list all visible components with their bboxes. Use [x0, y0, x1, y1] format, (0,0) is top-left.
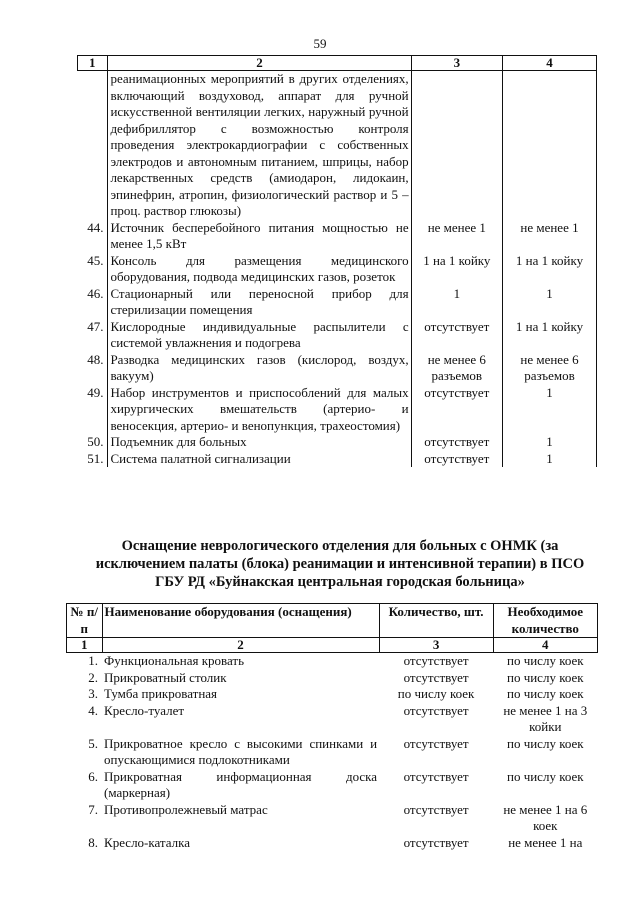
item-required: не менее 1 — [502, 220, 596, 253]
item-required: не менее 1 на 3 койки — [503, 702, 588, 734]
item-quantity: отсутствует — [411, 451, 502, 468]
table-row — [67, 835, 598, 852]
table-row — [78, 352, 597, 385]
table-row — [67, 670, 598, 687]
item-name: Стационарный или переносной прибор для стерилизации помещения — [108, 286, 411, 319]
row-number: 45. — [87, 252, 104, 268]
item-name: Кресло-каталка — [104, 834, 191, 850]
item-quantity: отсутствует — [403, 834, 469, 850]
table-row — [78, 253, 597, 286]
item-name: Противопролежневый матрас — [104, 801, 268, 817]
item-quantity: отсутствует — [403, 653, 469, 668]
item-name: Прикроватный столик — [104, 669, 227, 685]
item-required: 1 — [502, 385, 596, 435]
row-number: 3. — [88, 686, 99, 701]
row-number: 49. — [87, 384, 104, 400]
item-name: Подъемник для больных — [108, 434, 411, 451]
item-required: 1 на 1 койку — [502, 319, 596, 352]
item-quantity: отсутствует — [411, 319, 502, 352]
header-col-1: 1 — [78, 56, 108, 71]
item-quantity: отсутствует — [403, 768, 469, 784]
row-number: 48. — [87, 351, 104, 367]
page-number: 59 — [313, 36, 327, 51]
item-required: 1 на 1 койку — [502, 253, 596, 286]
row-number: 46. — [87, 285, 104, 301]
row-number: 7. — [88, 801, 99, 817]
item-name: Кресло-туалет — [104, 702, 185, 718]
item-name: Источник бесперебойного питания мощностью не менее 1,5 кВт — [108, 220, 411, 253]
item-required: по числу коек — [506, 735, 584, 751]
item-quantity: не менее 6 разъемов — [411, 352, 502, 385]
item-quantity: отсутствует — [403, 669, 469, 685]
item-required: по числу коек — [506, 669, 584, 685]
table-row — [67, 736, 598, 769]
table-row — [67, 703, 598, 736]
item-quantity: отсутствует — [403, 801, 469, 817]
item-quantity: не менее 1 — [411, 220, 502, 253]
item-name: Тумба прикроватная — [104, 686, 218, 701]
item-name: Разводка медицинских газов (кислород, воздух, вакуум) — [108, 352, 411, 385]
item-name: Прикроватная информационная доска (маркерная) — [104, 768, 378, 800]
item-name: Консоль для размещения медицинского оборудования, подвода медицинских газов, розеток — [108, 253, 411, 286]
table-row — [67, 653, 598, 670]
row-number: 8. — [88, 834, 99, 850]
item-quantity: отсутствует — [403, 702, 469, 718]
header-col-4: 4 — [502, 56, 596, 71]
column-number: 2 — [102, 638, 379, 653]
item-quantity: отсутствует — [411, 434, 502, 451]
header-col-3: 3 — [411, 56, 502, 71]
item-name: Функциональная кровать — [104, 653, 245, 668]
table-row — [78, 286, 597, 319]
header-name: Наименование оборудования (оснащения) — [102, 604, 379, 638]
item-required: по числу коек — [506, 686, 584, 701]
table-header-row — [67, 604, 598, 638]
row-number: 47. — [87, 318, 104, 334]
item-name: Прикроватное кресло с высокими спинками и опускающимися подлокотниками — [104, 735, 378, 767]
item-name: Кислородные индивидуальные распылители с системой увлажнения и подогрева — [108, 319, 411, 352]
table-row — [78, 220, 597, 253]
table-row — [67, 769, 598, 802]
table-row — [67, 686, 598, 703]
column-number: 3 — [379, 638, 493, 653]
section-heading: Оснащение неврологического отделения для больных с ОНМК (за исключением палаты (блока) реанимации и интенсивной терапии) в ПСО ГБУ РД «Буйнакская центральная городская больница» — [95, 538, 585, 590]
row-number: 51. — [87, 450, 104, 466]
row-number: 2. — [88, 669, 99, 685]
row-number: 50. — [87, 434, 104, 449]
table-row — [67, 802, 598, 835]
item-quantity: отсутствует — [411, 385, 502, 435]
row-number: 5. — [88, 735, 99, 751]
item-required: по числу коек — [506, 653, 584, 668]
row-number: 6. — [88, 768, 99, 784]
row-number: 44. — [87, 219, 104, 235]
table-row — [78, 385, 597, 435]
table-row — [78, 71, 597, 220]
item-quantity: по числу коек — [397, 686, 475, 701]
table-row — [78, 434, 597, 451]
item-required: не менее 1 на 6 коек — [503, 801, 588, 833]
item-quantity: отсутствует — [403, 735, 469, 751]
column-number-row — [67, 638, 598, 653]
table-row — [78, 319, 597, 352]
item-name: Набор инструментов и приспособлений для малых хирургических вмешательств (артерио- и веносекция, артерио- и венопункция, трахеостомия) — [108, 385, 411, 435]
item-required: не менее 1 на — [508, 834, 583, 850]
item-required: 1 — [502, 451, 596, 468]
item-quantity: 1 — [411, 286, 502, 319]
column-number: 4 — [493, 638, 597, 653]
header-quantity: Количество, шт. — [379, 604, 493, 638]
item-required: 1 — [502, 434, 596, 451]
item-quantity: 1 на 1 койку — [411, 253, 502, 286]
item-required: 1 — [502, 286, 596, 319]
row-number: 1. — [88, 653, 99, 668]
table-header-row — [78, 56, 597, 71]
item-name: Система палатной сигнализации — [108, 451, 411, 468]
header-number: № п/п — [67, 604, 103, 638]
item-required: по числу коек — [506, 768, 584, 784]
header-col-2: 2 — [108, 56, 411, 71]
header-required: Необходимое количество — [493, 604, 597, 638]
continued-item-text: реанимационных мероприятий в других отделениях, включающий воздуховод, аппарат для ручной искусственной вентиляции легких, наружный ручной дефибриллятор с возможностью контроля проведения электрокардиографии с собственных электродов и автономным питанием, шприцы, набор лекарственных средств (амиодарон, лидокаин, эпинефрин, атропин, физиологический раствор и 5 – проц. раствор глюкозы) — [108, 71, 411, 220]
column-number: 1 — [67, 638, 103, 653]
table-row — [78, 451, 597, 468]
row-number: 4. — [88, 702, 99, 718]
item-required: не менее 6 разъемов — [502, 352, 596, 385]
equipment-table-continued — [77, 55, 597, 467]
neurology-equipment-table — [66, 603, 598, 851]
